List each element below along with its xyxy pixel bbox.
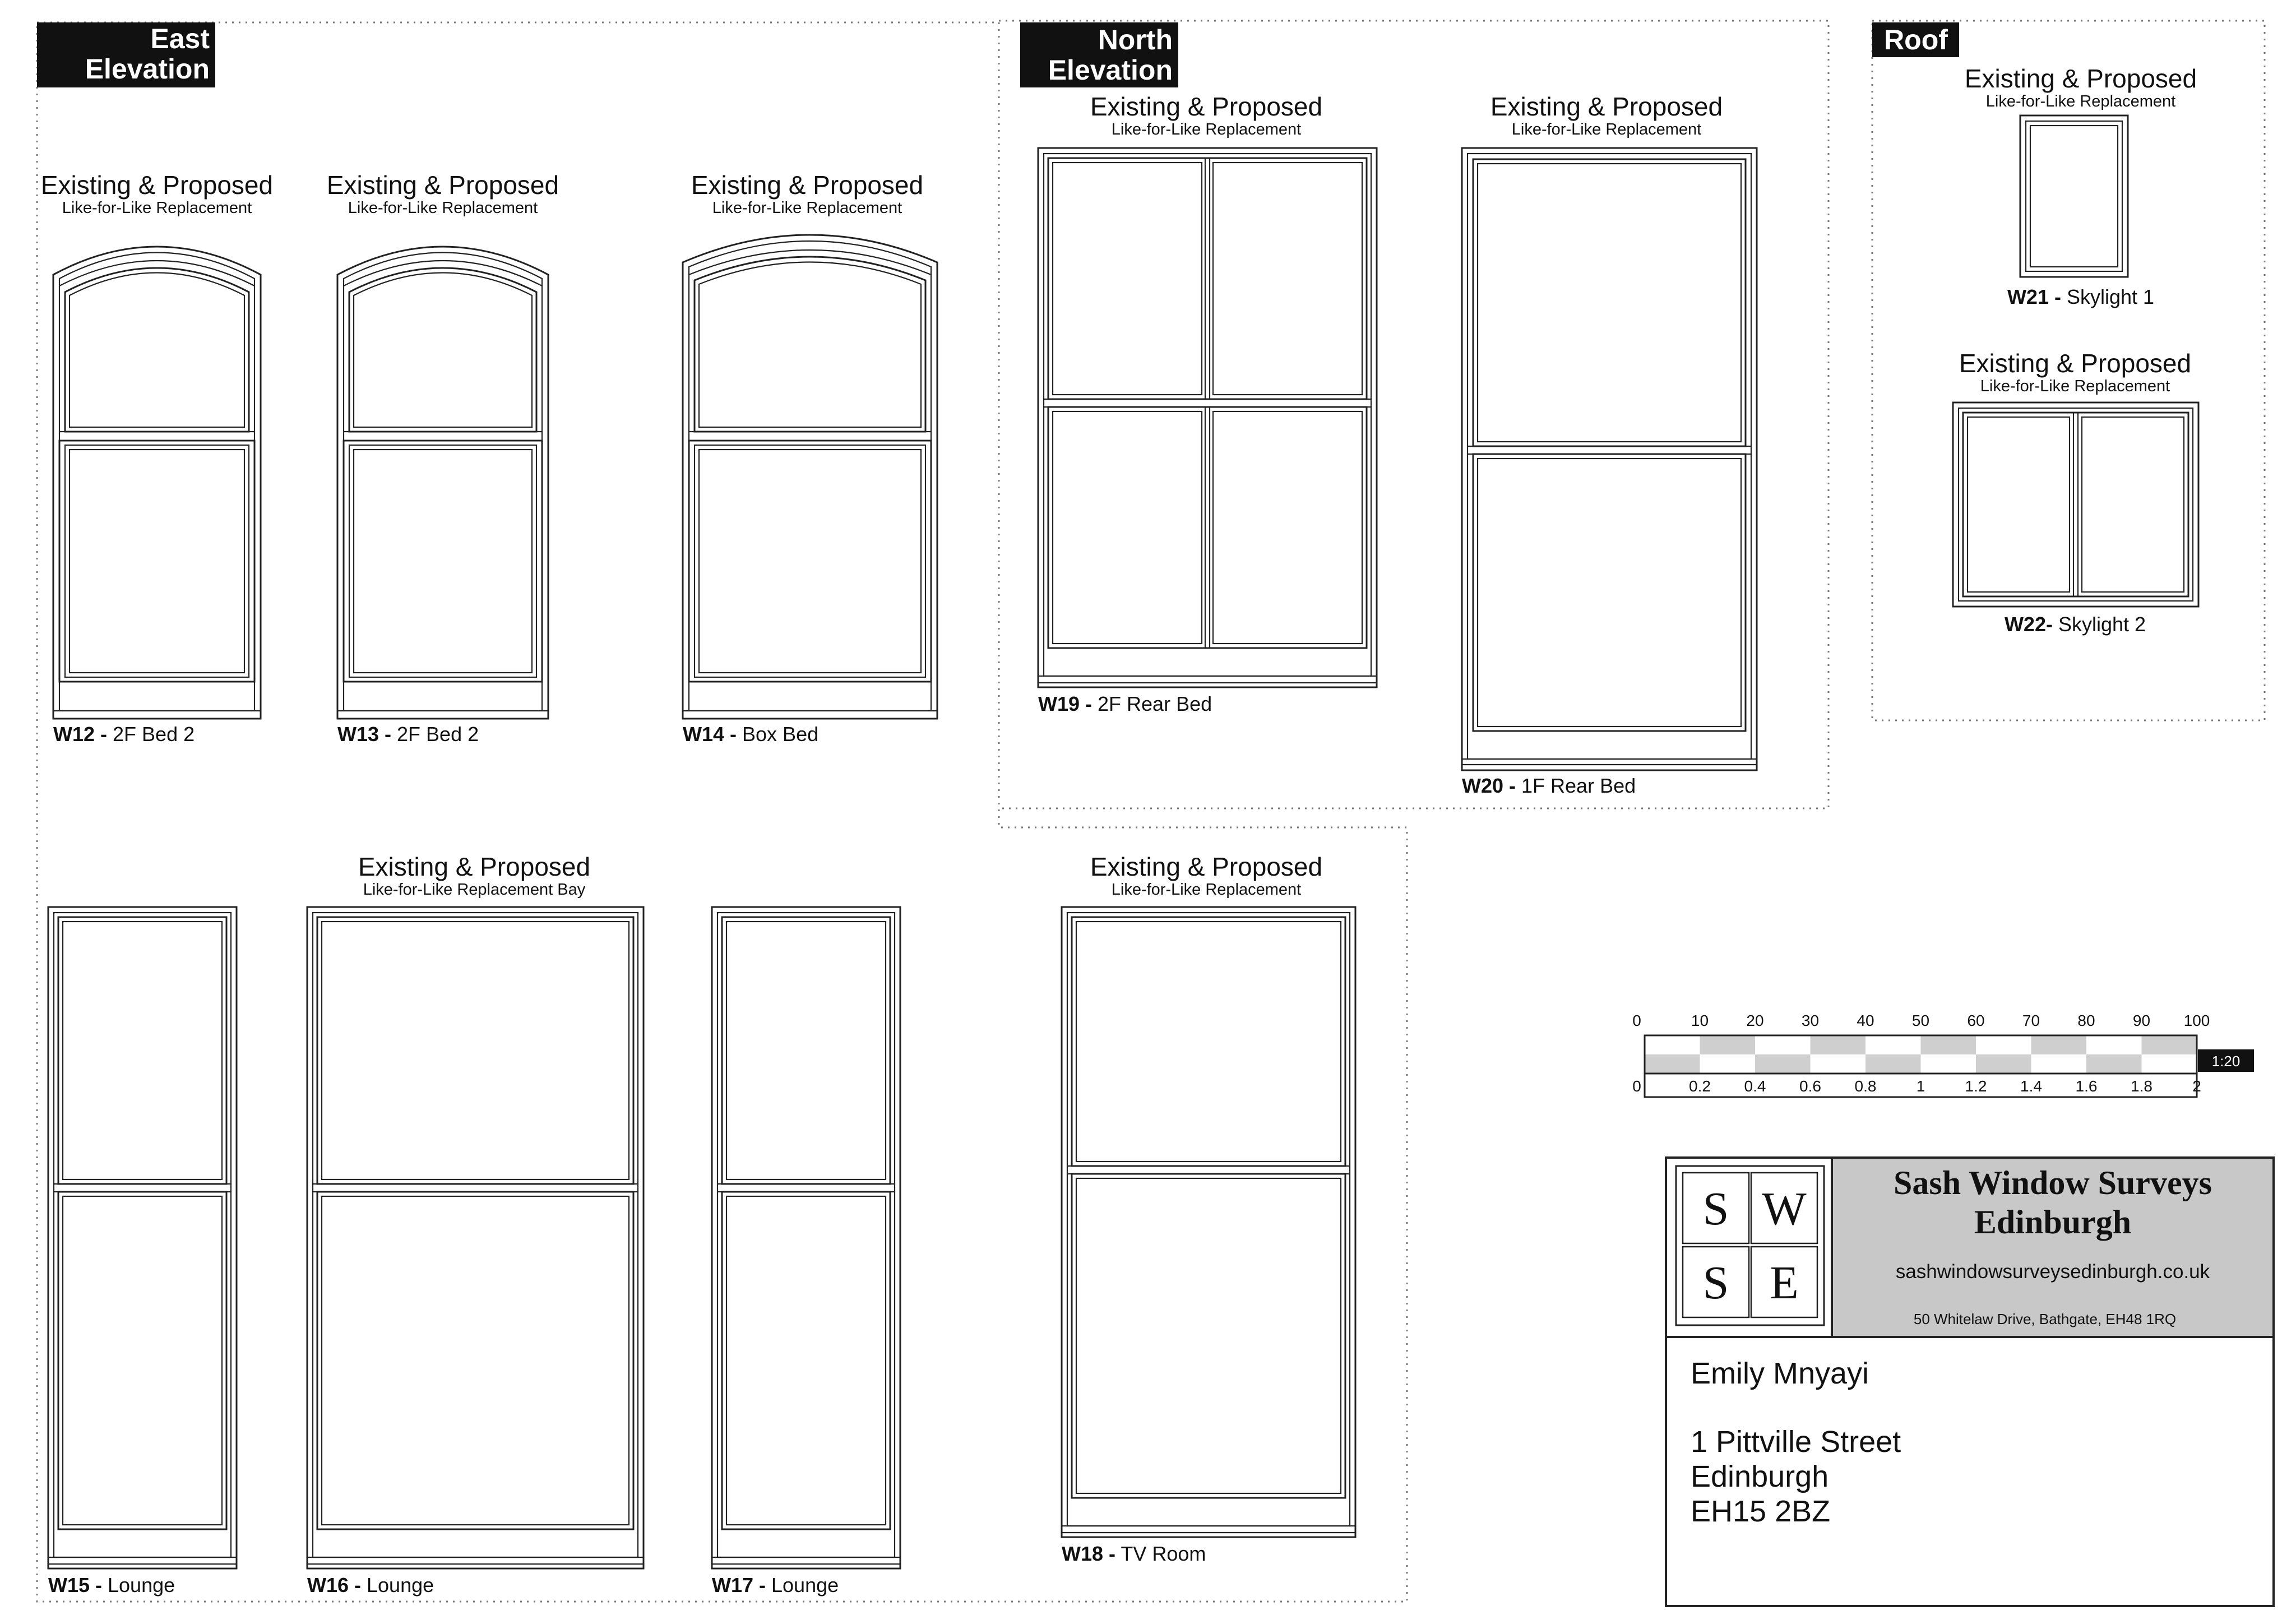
w15-room: Lounge bbox=[102, 1574, 175, 1597]
site-address-line1: 1 Pittville Street bbox=[1691, 1425, 1901, 1459]
logo-letter-s2: S bbox=[1702, 1257, 1729, 1309]
scale-cell bbox=[1921, 1035, 1976, 1054]
w16-code: W16 - bbox=[307, 1574, 362, 1597]
scale-top-label: 100 bbox=[2183, 1012, 2210, 1029]
svg-text:W12 - 2F Bed 2 bbox=[53, 723, 195, 746]
scale-top-label: 10 bbox=[1691, 1012, 1709, 1029]
w18-code: W18 - bbox=[1062, 1542, 1116, 1565]
scale-bottom-label: 1.4 bbox=[2020, 1077, 2042, 1095]
scale-top-label: 60 bbox=[1967, 1012, 1985, 1029]
company-name-line2: Edinburgh bbox=[1974, 1204, 2132, 1241]
w22-title: Existing & Proposed bbox=[1959, 349, 2192, 378]
window-w21 bbox=[1965, 64, 2197, 308]
window-w16 bbox=[307, 852, 644, 1597]
company-website: sashwindowsurveysedinburgh.co.uk bbox=[1895, 1261, 2210, 1283]
w19-subtitle: Like-for-Like Replacement bbox=[1111, 121, 1302, 138]
svg-text:W20 - 1F Rear Bed bbox=[1462, 774, 1636, 797]
svg-text:W19 - 2F Rear Bed bbox=[1038, 692, 1212, 715]
window-w18 bbox=[1062, 852, 1355, 1565]
north-tag-line2: Elevation bbox=[1048, 54, 1173, 86]
window-w22 bbox=[1953, 349, 2198, 636]
site-address-line3: EH15 2BZ bbox=[1691, 1495, 1831, 1528]
scale-bottom-label: 0 bbox=[1632, 1077, 1641, 1095]
east-tag-line1: East bbox=[150, 23, 210, 54]
title-block bbox=[1666, 1158, 2274, 1606]
w19-room: 2F Rear Bed bbox=[1092, 692, 1212, 715]
logo-letter-e: E bbox=[1770, 1257, 1799, 1309]
w21-code: W21 - bbox=[2007, 285, 2061, 308]
w21-title: Existing & Proposed bbox=[1964, 64, 2197, 93]
w13-subtitle: Like-for-Like Replacement bbox=[348, 199, 538, 217]
w17-room: Lounge bbox=[766, 1574, 839, 1597]
scale-cell bbox=[1866, 1054, 1921, 1074]
scale-bottom-label: 1.2 bbox=[1965, 1077, 1987, 1095]
scale-top-label: 50 bbox=[1911, 1012, 1930, 1029]
north-tag-line1: North bbox=[1098, 24, 1173, 55]
w22-subtitle: Like-for-Like Replacement bbox=[1980, 377, 2170, 395]
w14-subtitle: Like-for-Like Replacement bbox=[712, 199, 902, 217]
east-elevation-tag bbox=[37, 22, 215, 87]
w19-code: W19 - bbox=[1038, 692, 1093, 715]
scale-cell bbox=[1755, 1054, 1811, 1074]
scale-cell bbox=[1976, 1054, 2031, 1074]
scale-bottom-label: 0.2 bbox=[1689, 1077, 1711, 1095]
scale-bottom-label: 1 bbox=[1916, 1077, 1925, 1095]
window-w13 bbox=[327, 170, 559, 746]
scale-bottom-label: 0.8 bbox=[1854, 1077, 1877, 1095]
client-name: Emily Mnyayi bbox=[1691, 1357, 1869, 1390]
svg-text:W18 - TV Room bbox=[1062, 1542, 1206, 1565]
w13-room: 2F Bed 2 bbox=[391, 723, 479, 746]
w15-code: W15 - bbox=[48, 1574, 103, 1597]
w18-subtitle: Like-for-Like Replacement bbox=[1111, 881, 1302, 899]
w14-title: Existing & Proposed bbox=[691, 170, 924, 200]
w21-subtitle: Like-for-Like Replacement bbox=[1985, 92, 2176, 110]
scale-bar bbox=[1632, 1012, 2254, 1097]
svg-text:W13 - 2F Bed 2 bbox=[337, 723, 479, 746]
north-elevation-tag bbox=[1020, 22, 1178, 87]
scale-top-label: 40 bbox=[1857, 1012, 1874, 1029]
company-name-line1: Sash Window Surveys bbox=[1893, 1164, 2212, 1201]
w20-code: W20 - bbox=[1462, 774, 1516, 797]
w20-title: Existing & Proposed bbox=[1490, 92, 1723, 121]
w22-room: Skylight 2 bbox=[2052, 613, 2146, 636]
logo-letter-w: W bbox=[1762, 1183, 1807, 1235]
w12-room: 2F Bed 2 bbox=[107, 723, 195, 746]
w20-subtitle: Like-for-Like Replacement bbox=[1511, 121, 1702, 138]
east-tag-line2: Elevation bbox=[85, 53, 210, 85]
scale-cell bbox=[2031, 1035, 2087, 1054]
w21-room: Skylight 1 bbox=[2061, 285, 2155, 308]
w16-title: Existing & Proposed bbox=[358, 852, 591, 881]
company-logo bbox=[1676, 1166, 1824, 1325]
scale-top-label: 0 bbox=[1632, 1012, 1641, 1029]
company-address: 50 Whitelaw Drive, Bathgate, EH48 1RQ bbox=[1913, 1311, 2177, 1327]
scale-ratio: 1:20 bbox=[2211, 1053, 2241, 1070]
w18-room: TV Room bbox=[1115, 1542, 1206, 1565]
svg-text:W15 - Lounge bbox=[48, 1574, 175, 1597]
scale-cell bbox=[1700, 1035, 1756, 1054]
scale-bottom-label: 1.6 bbox=[2075, 1077, 2098, 1095]
w16-subtitle: Like-for-Like Replacement Bay bbox=[363, 881, 586, 899]
w18-title: Existing & Proposed bbox=[1090, 852, 1323, 881]
scale-top-label: 30 bbox=[1801, 1012, 1820, 1029]
svg-text:W17 - Lounge bbox=[712, 1574, 839, 1597]
w22-code: W22- bbox=[2004, 613, 2053, 636]
window-w17 bbox=[712, 907, 900, 1597]
scale-top-label: 90 bbox=[2132, 1012, 2151, 1029]
scale-bottom-label: 0.6 bbox=[1799, 1077, 1821, 1095]
w14-code: W14 - bbox=[683, 723, 737, 746]
svg-text:W14 - Box Bed bbox=[683, 723, 818, 746]
w16-room: Lounge bbox=[361, 1574, 434, 1597]
scale-cell bbox=[1811, 1035, 1866, 1054]
w17-code: W17 - bbox=[712, 1574, 766, 1597]
svg-text:W21 - Skylight 1 bbox=[2007, 285, 2154, 308]
w13-title: Existing & Proposed bbox=[326, 170, 559, 200]
scale-bottom-label: 2 bbox=[2192, 1077, 2201, 1095]
window-w15 bbox=[48, 907, 237, 1597]
w12-code: W12 - bbox=[53, 723, 108, 746]
scale-top-label: 20 bbox=[1746, 1012, 1764, 1029]
scale-cell bbox=[2142, 1035, 2197, 1054]
scale-bottom-label: 0.4 bbox=[1744, 1077, 1766, 1095]
w12-title: Existing & Proposed bbox=[40, 170, 274, 200]
logo-letter-s1: S bbox=[1702, 1183, 1729, 1235]
roof-tag-label: Roof bbox=[1884, 24, 1948, 55]
roof-tag bbox=[1872, 22, 1959, 57]
scale-top-label: 70 bbox=[2022, 1012, 2040, 1029]
scale-cell bbox=[2086, 1054, 2142, 1074]
window-w19 bbox=[1038, 92, 1377, 715]
scale-top-label: 80 bbox=[2077, 1012, 2095, 1029]
w12-subtitle: Like-for-Like Replacement bbox=[62, 199, 252, 217]
north-elevation-boundary bbox=[999, 21, 1829, 808]
window-w12 bbox=[41, 170, 273, 746]
w13-code: W13 - bbox=[337, 723, 392, 746]
site-address-line2: Edinburgh bbox=[1691, 1460, 1829, 1493]
svg-text:W22- Skylight 2 bbox=[2005, 613, 2146, 636]
window-w14 bbox=[683, 170, 937, 746]
scale-bottom-label: 1.8 bbox=[2131, 1077, 2152, 1095]
window-w20 bbox=[1462, 92, 1757, 797]
svg-text:W16 - Lounge bbox=[307, 1574, 434, 1597]
w20-room: 1F Rear Bed bbox=[1516, 774, 1636, 797]
scale-cell bbox=[1645, 1054, 1700, 1074]
w19-title: Existing & Proposed bbox=[1090, 92, 1323, 121]
w14-room: Box Bed bbox=[737, 723, 819, 746]
